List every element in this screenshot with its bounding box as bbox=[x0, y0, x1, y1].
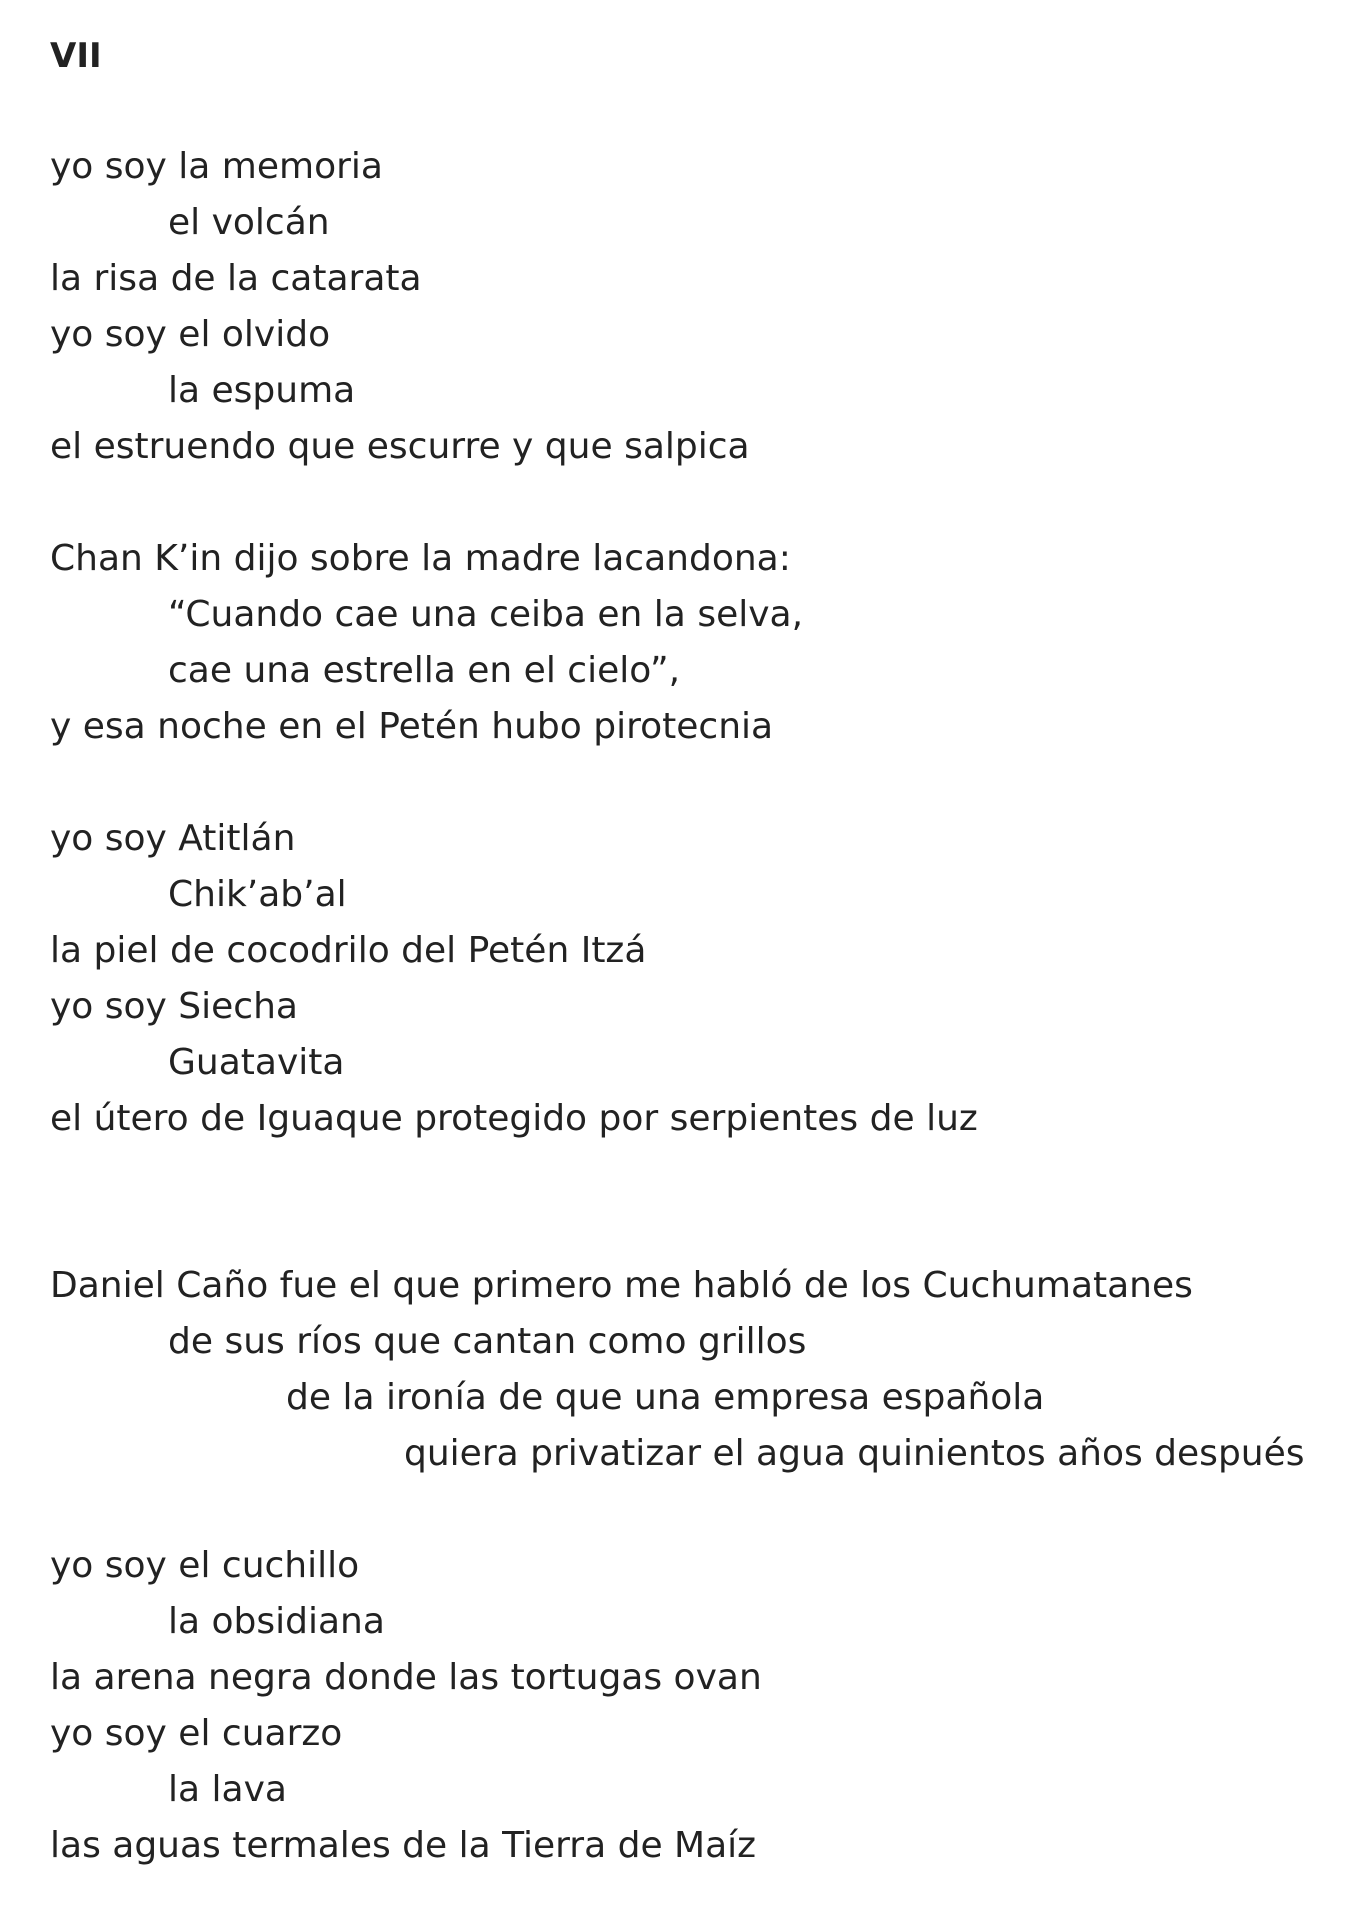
poem-line: yo soy Atitlán bbox=[50, 818, 296, 859]
poem-line: la piel de cocodrilo del Petén Itzá bbox=[50, 930, 647, 971]
poem-line: yo soy el cuchillo bbox=[50, 1545, 360, 1586]
poem-line: Chik’ab’al bbox=[168, 874, 347, 915]
poem-line: las aguas termales de la Tierra de Maíz bbox=[50, 1825, 757, 1866]
poem-line: y esa noche en el Petén hubo pirotecnia bbox=[50, 706, 774, 747]
poem-line: yo soy el cuarzo bbox=[50, 1713, 343, 1754]
poem-line: de la ironía de que una empresa española bbox=[286, 1377, 1045, 1418]
poem-title: VII bbox=[50, 36, 102, 76]
poem-line: el útero de Iguaque protegido por serpientes de luz bbox=[50, 1098, 978, 1139]
poem-line: el estruendo que escurre y que salpica bbox=[50, 426, 750, 467]
poem-line: el volcán bbox=[168, 202, 330, 243]
poem-line: yo soy la memoria bbox=[50, 146, 383, 187]
poem-line: yo soy el olvido bbox=[50, 314, 331, 355]
poem-line: la espuma bbox=[168, 370, 356, 411]
poem-line: la arena negra donde las tortugas ovan bbox=[50, 1657, 762, 1698]
poem-line: “Cuando cae una ceiba en la selva, bbox=[168, 594, 804, 635]
poem-line: Daniel Caño fue el que primero me habló de los Cuchumatanes bbox=[50, 1265, 1193, 1306]
poem-line: yo soy Siecha bbox=[50, 986, 298, 1027]
poem-line: Guatavita bbox=[168, 1042, 345, 1083]
poem-line: la risa de la catarata bbox=[50, 258, 422, 299]
poem-line: cae una estrella en el cielo”, bbox=[168, 650, 681, 691]
poem-line: de sus ríos que cantan como grillos bbox=[168, 1321, 807, 1362]
poem-line: la lava bbox=[168, 1769, 287, 1810]
poem-line: Chan K’in dijo sobre la madre lacandona: bbox=[50, 538, 791, 579]
poem-line: la obsidiana bbox=[168, 1601, 385, 1642]
poem-line: quiera privatizar el agua quinientos años después bbox=[404, 1433, 1305, 1474]
